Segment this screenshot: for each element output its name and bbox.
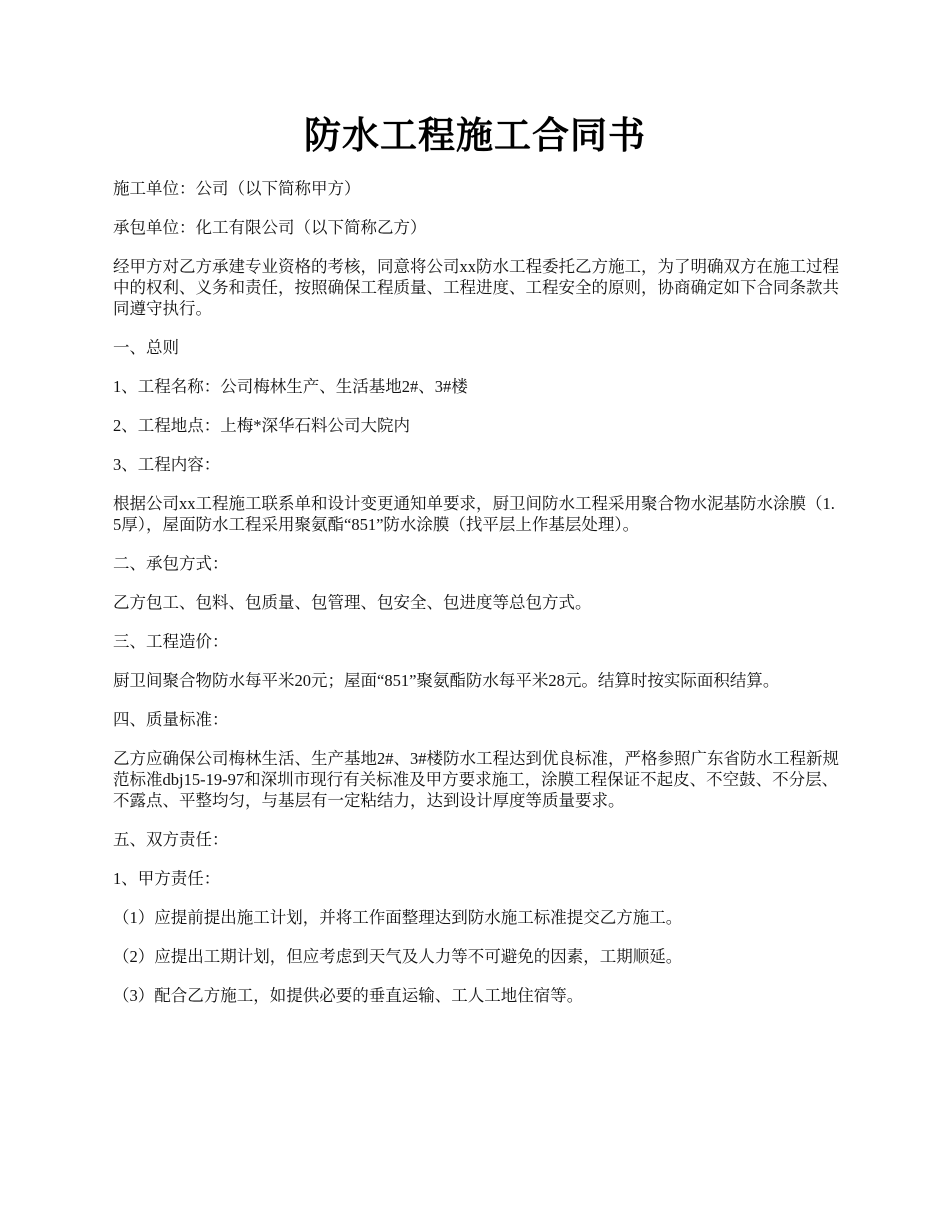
document-body — [113, 178, 843, 1024]
paragraph-project-content-label: 3、工程内容： — [113, 455, 221, 474]
section-heading-responsibilities: 五、双方责任： — [113, 830, 229, 849]
paragraph-intro: 经甲方对乙方承建专业资格的考核，同意将公司xx防水工程委托乙方施工，为了明确双方在施工过程中的权利、义务和责任，按照确保工程质量、工程进度、工程安全的原则，协商确定如下合同条款共同遵守执行。 — [113, 257, 839, 318]
section-heading-general: 一、总则 — [113, 338, 179, 357]
paragraph-quality: 乙方应确保公司梅林生活、生产基地2#、3#楼防水工程达到优良标准，严格参照广东省防水工程新规范标准dbj15-19-97和深圳市现行有关标准及甲方要求施工，涂膜工程保证不起皮、不空鼓、不分层、不露点、平整均匀，与基层有一定粘结力，达到设计厚度等质量要求。 — [113, 749, 839, 810]
paragraph-cost: 厨卫间聚合物防水每平米20元；屋面“851”聚氨酯防水每平米28元。结算时按实际面积结算。 — [113, 671, 780, 690]
section-heading-contract-method: 二、承包方式： — [113, 554, 229, 573]
paragraph-subcontractor-unit: 承包单位：化工有限公司（以下简称乙方） — [113, 218, 427, 237]
paragraph-project-content: 根据公司xx工程施工联系单和设计变更通知单要求，厨卫间防水工程采用聚合物水泥基防水涂膜（1.5厚），屋面防水工程采用聚氨酯“851”防水涂膜（找平层上作基层处理）。 — [113, 494, 835, 534]
section-heading-quality: 四、质量标准： — [113, 710, 229, 729]
paragraph-party-a-item-1: （1）应提前提出施工计划，并将工作面整理达到防水施工标准提交乙方施工。 — [113, 908, 683, 927]
paragraph-project-location: 2、工程地点：上梅*深华石料公司大院内 — [113, 416, 410, 435]
document-title: 防水工程施工合同书 — [304, 116, 646, 157]
paragraph-contract-method: 乙方包工、包料、包质量、包管理、包安全、包进度等总包方式。 — [113, 593, 592, 612]
paragraph-party-a-item-2: （2）应提出工期计划，但应考虑到天气及人力等不可避免的因素，工期顺延。 — [113, 947, 683, 966]
paragraph-party-a-heading: 1、甲方责任： — [113, 869, 221, 888]
section-heading-cost: 三、工程造价： — [113, 632, 229, 651]
paragraph-party-a-item-3: （3）配合乙方施工，如提供必要的垂直运输、工人工地住宿等。 — [113, 986, 584, 1005]
paragraph-contractor-unit: 施工单位：公司（以下简称甲方） — [113, 179, 361, 198]
paragraph-project-name: 1、工程名称：公司梅林生产、生活基地2#、3#楼 — [113, 377, 468, 396]
